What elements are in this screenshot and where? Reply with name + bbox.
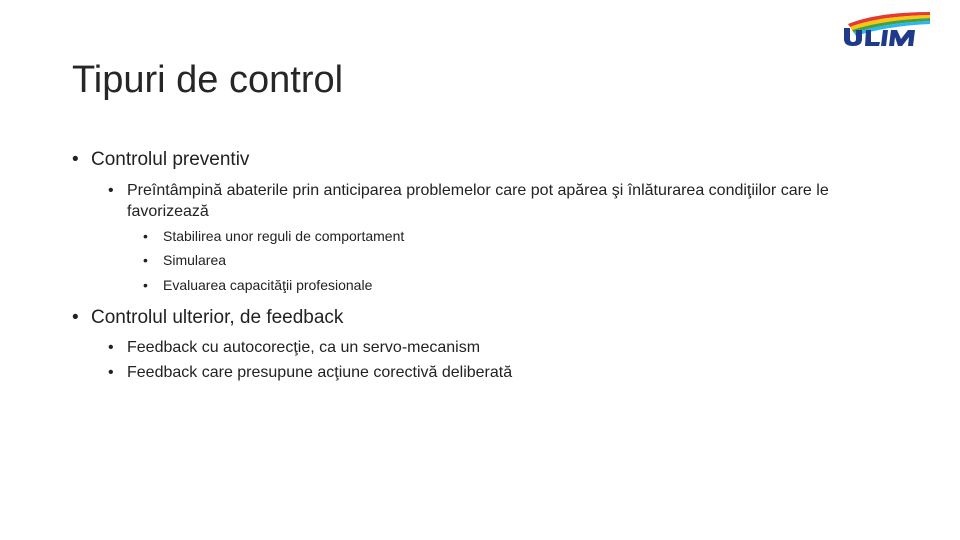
bullet-icon: • — [143, 228, 148, 244]
bullet-item-level3 — [143, 227, 843, 245]
bullet-item-level3 — [143, 251, 843, 269]
bullet-text: Controlul preventiv — [91, 149, 250, 170]
bullet-item-level2 — [108, 337, 898, 358]
bullet-text: Preîntâmpină abaterile prin anticiparea problemelor care pot apărea şi înlăturarea condiţiilor care le favorizează — [127, 182, 829, 220]
bullet-text: Evaluarea capacităţii profesionale — [163, 277, 373, 293]
bullet-text: Simularea — [163, 252, 227, 268]
bullet-text: Feedback cu autocorecţie, ca un servo-mecanism — [127, 339, 481, 356]
bullet-icon: • — [108, 339, 114, 356]
bullet-icon: • — [143, 252, 148, 268]
bullet-item-level1 — [72, 148, 872, 172]
bullet-icon: • — [108, 364, 114, 381]
bullet-icon: • — [108, 182, 114, 199]
bullet-item-level1 — [72, 306, 872, 330]
slide-title: Tipuri de control — [72, 59, 344, 101]
bullet-icon: • — [72, 149, 79, 170]
bullet-icon: • — [143, 277, 148, 293]
bullet-text: Stabilirea unor reguli de comportament — [163, 228, 405, 244]
bullet-item-level2 — [108, 362, 898, 383]
bullet-icon: • — [72, 307, 79, 328]
bullet-item-level3 — [143, 276, 843, 294]
bullet-item-level2 — [108, 180, 898, 222]
bullet-text: Feedback care presupune acţiune corectivă deliberată — [127, 364, 513, 381]
bullet-text: Controlul ulterior, de feedback — [91, 307, 344, 328]
